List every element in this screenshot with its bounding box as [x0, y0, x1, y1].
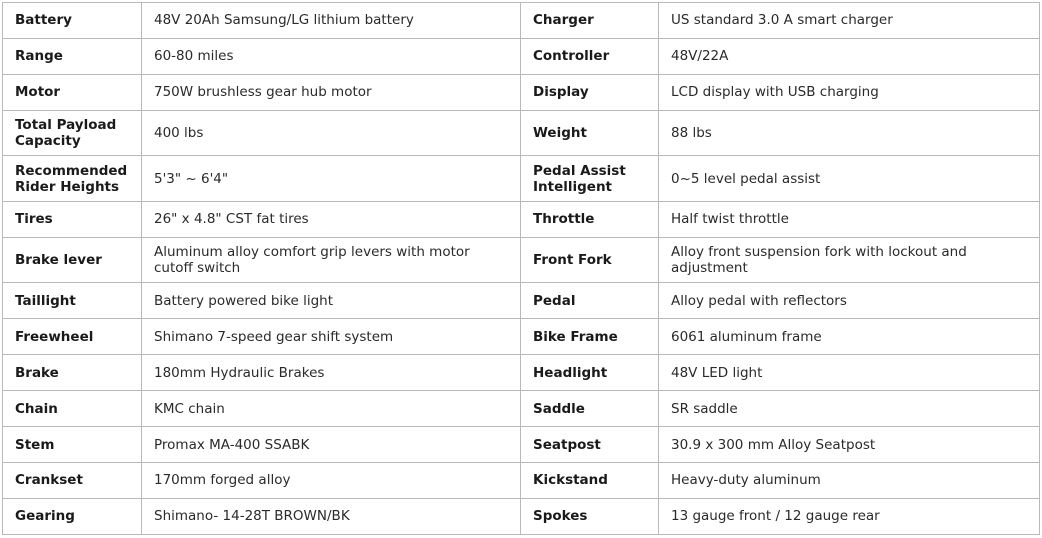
spec-value: 60-80 miles	[142, 38, 521, 74]
table-row	[3, 355, 1040, 391]
spec-label: Freewheel	[3, 319, 142, 355]
spec-label: Throttle	[521, 201, 659, 237]
spec-value: 180mm Hydraulic Brakes	[142, 355, 521, 391]
spec-value: 88 lbs	[659, 110, 1040, 155]
spec-value: 26" x 4.8" CST fat tires	[142, 201, 521, 237]
table-row	[3, 462, 1040, 498]
spec-value: Half twist throttle	[659, 201, 1040, 237]
spec-value: Heavy-duty aluminum	[659, 462, 1040, 498]
table-row	[3, 201, 1040, 237]
spec-label: Pedal	[521, 283, 659, 319]
spec-value: LCD display with USB charging	[659, 74, 1040, 110]
spec-label: Seatpost	[521, 427, 659, 463]
spec-label: Brake lever	[3, 237, 142, 282]
table-row	[3, 156, 1040, 201]
table-row	[3, 110, 1040, 155]
spec-value: Aluminum alloy comfort grip levers with motor cutoff switch	[142, 237, 521, 282]
spec-table	[2, 2, 1040, 535]
spec-value: 13 gauge front / 12 gauge rear	[659, 498, 1040, 534]
spec-label: Weight	[521, 110, 659, 155]
spec-value: 750W brushless gear hub motor	[142, 74, 521, 110]
spec-label: Saddle	[521, 391, 659, 427]
table-row	[3, 3, 1040, 39]
spec-label: Crankset	[3, 462, 142, 498]
spec-label: Pedal Assist Intelligent	[521, 156, 659, 201]
table-row	[3, 237, 1040, 282]
spec-value: 30.9 x 300 mm Alloy Seatpost	[659, 427, 1040, 463]
table-row	[3, 38, 1040, 74]
spec-label: Tires	[3, 201, 142, 237]
spec-label: Gearing	[3, 498, 142, 534]
spec-label: Total Payload Capacity	[3, 110, 142, 155]
spec-value: Alloy pedal with reflectors	[659, 283, 1040, 319]
spec-label: Motor	[3, 74, 142, 110]
spec-label: Display	[521, 74, 659, 110]
table-row	[3, 498, 1040, 534]
spec-value: Alloy front suspension fork with lockout and adjustment	[659, 237, 1040, 282]
spec-value: 170mm forged alloy	[142, 462, 521, 498]
spec-label: Charger	[521, 3, 659, 39]
spec-label: Headlight	[521, 355, 659, 391]
spec-value: Shimano- 14-28T BROWN/BK	[142, 498, 521, 534]
spec-value: Battery powered bike light	[142, 283, 521, 319]
spec-value: Shimano 7-speed gear shift system	[142, 319, 521, 355]
spec-value: 48V 20Ah Samsung/LG lithium battery	[142, 3, 521, 39]
spec-label: Bike Frame	[521, 319, 659, 355]
spec-value: 0~5 level pedal assist	[659, 156, 1040, 201]
spec-value: US standard 3.0 A smart charger	[659, 3, 1040, 39]
spec-label: Taillight	[3, 283, 142, 319]
table-row	[3, 391, 1040, 427]
spec-value: SR saddle	[659, 391, 1040, 427]
spec-value: 400 lbs	[142, 110, 521, 155]
spec-label: Front Fork	[521, 237, 659, 282]
spec-label: Chain	[3, 391, 142, 427]
spec-label: Recommended Rider Heights	[3, 156, 142, 201]
table-row	[3, 427, 1040, 463]
spec-label: Brake	[3, 355, 142, 391]
spec-value: 48V/22A	[659, 38, 1040, 74]
spec-label: Spokes	[521, 498, 659, 534]
table-row	[3, 74, 1040, 110]
spec-value: 5'3" ~ 6'4"	[142, 156, 521, 201]
spec-label: Range	[3, 38, 142, 74]
spec-value: 6061 aluminum frame	[659, 319, 1040, 355]
spec-label: Stem	[3, 427, 142, 463]
spec-label: Controller	[521, 38, 659, 74]
spec-value: KMC chain	[142, 391, 521, 427]
spec-value: Promax MA-400 SSABK	[142, 427, 521, 463]
spec-label: Kickstand	[521, 462, 659, 498]
spec-value: 48V LED light	[659, 355, 1040, 391]
spec-label: Battery	[3, 3, 142, 39]
table-row	[3, 319, 1040, 355]
table-row	[3, 283, 1040, 319]
